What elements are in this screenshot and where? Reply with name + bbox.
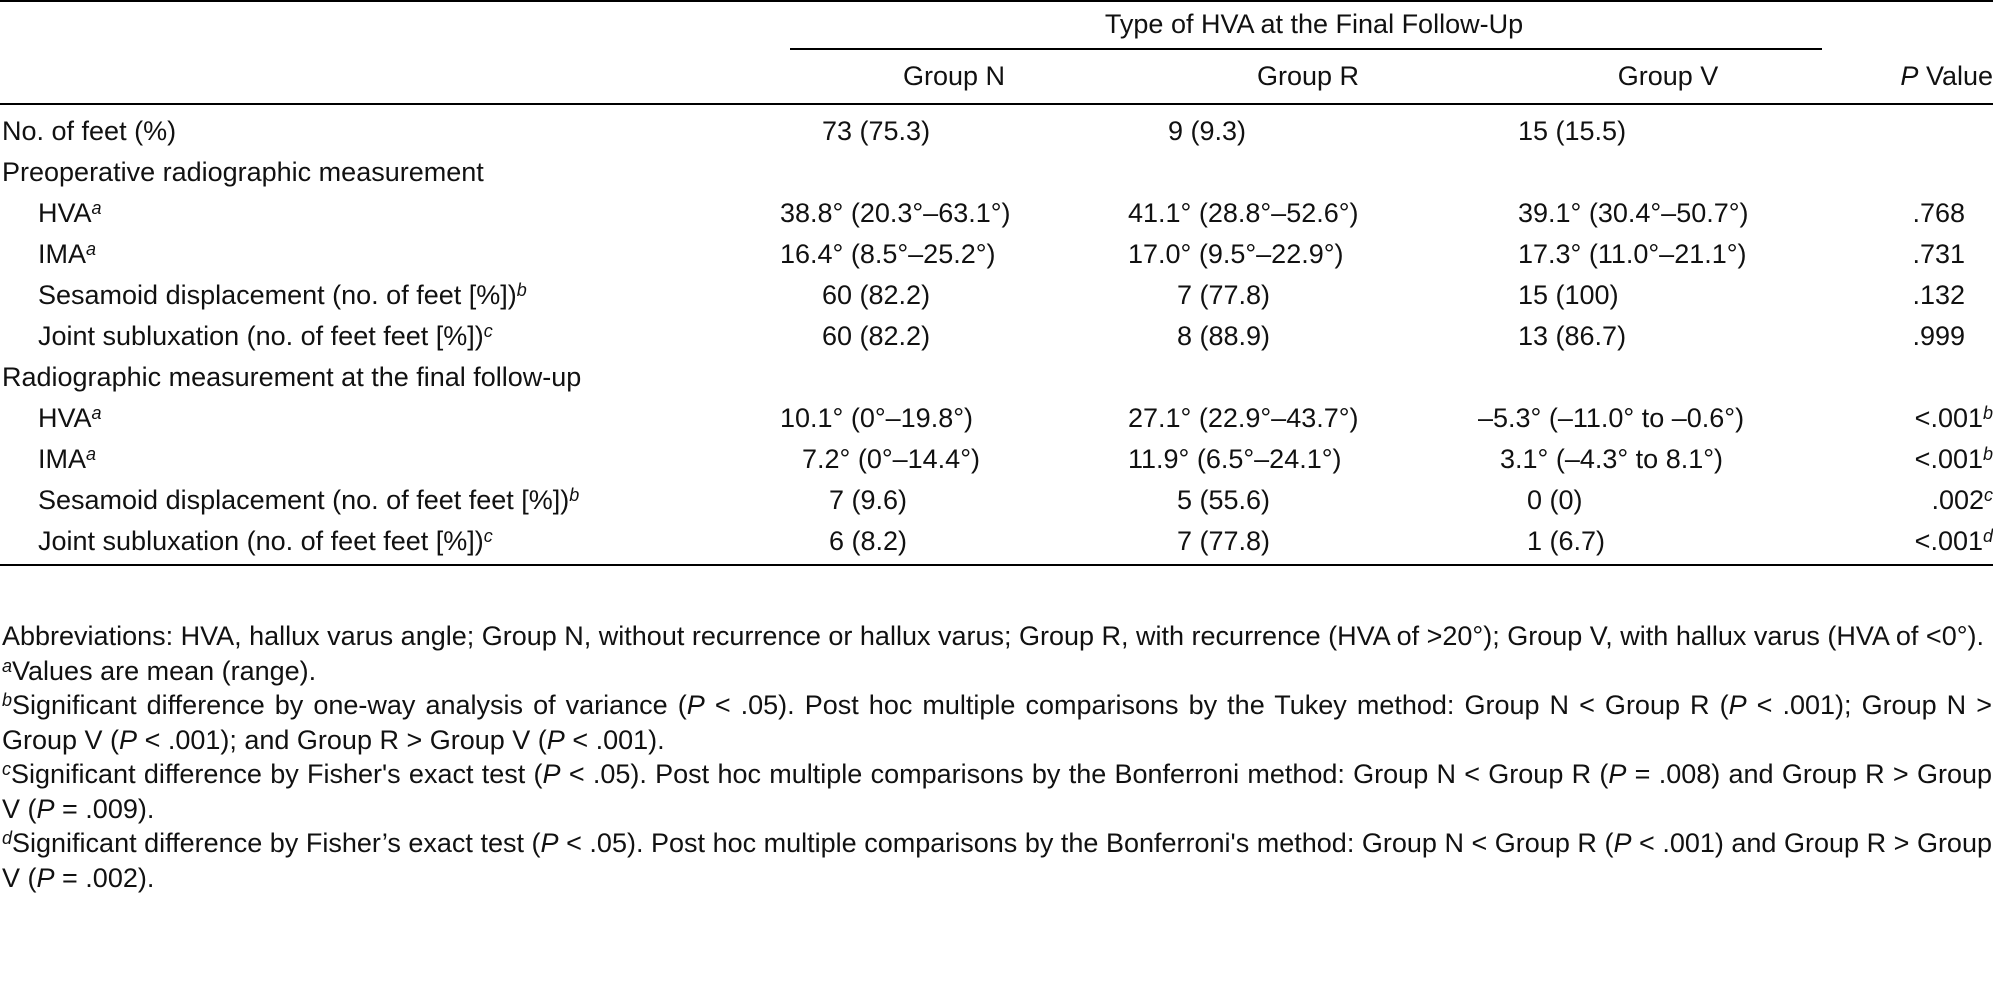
cell-group-n: 10.1° (0°–19.8°) <box>780 403 974 433</box>
section-label: Radiographic measurement at the final follow-up <box>2 362 582 392</box>
cell-group-r: 5 (55.6) <box>1177 485 1271 515</box>
table-row <box>0 234 1993 275</box>
cell-p-value <box>1848 104 1993 152</box>
cell-group-n: 6 (8.2) <box>829 526 908 556</box>
cell-group-r: 41.1° (28.8°–52.6°) <box>1128 198 1359 228</box>
cell-group-v: 15 (15.5) <box>1518 116 1627 146</box>
row-label: Joint subluxation (no. of feet feet [%])$^c$ <box>38 526 493 556</box>
spanning-header-text: Type of HVA at the Final Follow-Up <box>1104 9 1524 39</box>
row-label: IMA$^a$ <box>38 444 97 474</box>
row-label: Joint subluxation (no. of feet feet [%])$^c$ <box>38 321 493 351</box>
column-header-row <box>0 50 1993 104</box>
cell-group-v: 15 (100) <box>1518 280 1619 310</box>
cell-p-value: .999 <box>1912 321 1966 351</box>
cell-group-v: 1 (6.7) <box>1527 526 1606 556</box>
cell-p-value: .768 <box>1912 198 1966 228</box>
cell-group-v: –5.3° (–11.0° to –0.6°) <box>1478 403 1745 433</box>
cell-group-n: 73 (75.3) <box>822 116 931 146</box>
cell-p-value: .731 <box>1912 239 1966 269</box>
section-row <box>0 357 1993 398</box>
cell-group-n: 38.8° (20.3°–63.1°) <box>780 198 1011 228</box>
row-label: HVA$^a$ <box>38 403 102 433</box>
cell-group-n: 16.4° (8.5°–25.2°) <box>780 239 996 269</box>
row-label: IMA$^a$ <box>38 239 97 269</box>
col-header-group-n: Group N <box>902 61 1006 91</box>
cell-group-r: 9 (9.3) <box>1168 116 1247 146</box>
footnote-a: $^a$Values are mean (range). <box>2 655 317 686</box>
cell-group-v: 39.1° (30.4°–50.7°) <box>1518 198 1749 228</box>
row-label: No. of feet (%) <box>2 116 177 146</box>
cell-group-v: 17.3° (11.0°–21.1°) <box>1518 239 1747 269</box>
table-row <box>0 398 1993 439</box>
footnote-b: $^b$Significant difference by one-way analysis of variance (P < .05). Post hoc multiple comparisons by the Tukey method: Group N < Group R (P < .001); Group N > Group V (P < .001); and Group R > Group V (P < .001). <box>2 690 1992 755</box>
table-row <box>0 439 1993 480</box>
cell-group-n: 60 (82.2) <box>822 321 931 351</box>
cell-group-r: 11.9° (6.5°–24.1°) <box>1128 444 1342 474</box>
col-header-group-v: Group V <box>1617 61 1719 91</box>
cell-group-v: 3.1° (–4.3° to 8.1°) <box>1500 444 1724 474</box>
table-row <box>0 521 1993 565</box>
spanning-header <box>780 1 1848 50</box>
table-row <box>0 275 1993 316</box>
cell-p-value: <.001$^d$ <box>1914 526 1993 556</box>
cell-group-r: 17.0° (9.5°–22.9°) <box>1128 239 1344 269</box>
cell-p-value: .132 <box>1912 280 1966 310</box>
col-header-group-r: Group R <box>1256 61 1360 91</box>
table-row <box>0 480 1993 521</box>
section-row <box>0 152 1993 193</box>
row-label: HVA$^a$ <box>38 198 102 228</box>
section-label: Preoperative radiographic measurement <box>2 157 484 187</box>
spanning-header-row <box>0 1 1993 50</box>
table-footnotes <box>2 619 1992 895</box>
row-label: Sesamoid displacement (no. of feet [%])$^b$ <box>38 280 527 310</box>
cell-group-r: 7 (77.8) <box>1177 526 1271 556</box>
col-header-p-value: P Value <box>1900 61 1993 91</box>
table-row <box>0 104 1993 152</box>
footnote-d: $^d$Significant difference by Fisher’s exact test (P < .05). Post hoc multiple comparisons by the Bonferroni's method: Group N < Group R (P < .001) and Group R > Group V (P = .002). <box>2 828 1992 893</box>
cell-p-value: .002$^c$ <box>1931 485 1993 515</box>
footnote-c: $^c$Significant difference by Fisher's exact test (P < .05). Post hoc multiple comparisons by the Bonferroni method: Group N < Group R (P = .008) and Group R > Group V (P = .009). <box>2 759 1992 824</box>
cell-group-n: 60 (82.2) <box>822 280 931 310</box>
row-label: Sesamoid displacement (no. of feet feet [%])$^b$ <box>38 485 580 515</box>
cell-group-r: 8 (88.9) <box>1177 321 1271 351</box>
cell-p-value: <.001$^b$ <box>1914 403 1993 433</box>
cell-group-r: 27.1° (22.9°–43.7°) <box>1128 403 1359 433</box>
cell-group-v: 13 (86.7) <box>1518 321 1627 351</box>
cell-group-n: 7.2° (0°–14.4°) <box>802 444 980 474</box>
cell-group-v: 0 (0) <box>1527 485 1583 515</box>
table-row <box>0 316 1993 357</box>
table-row <box>0 193 1993 234</box>
cell-group-n: 7 (9.6) <box>829 485 908 515</box>
cell-group-r: 7 (77.8) <box>1177 280 1271 310</box>
cell-p-value: <.001$^b$ <box>1914 444 1993 474</box>
abbreviations-note: Abbreviations: HVA, hallux varus angle; Group N, without recurrence or hallux varus; Group R, with recurrence (HVA of >20°); Group V, with hallux varus (HVA of <0°). <box>2 621 1984 651</box>
